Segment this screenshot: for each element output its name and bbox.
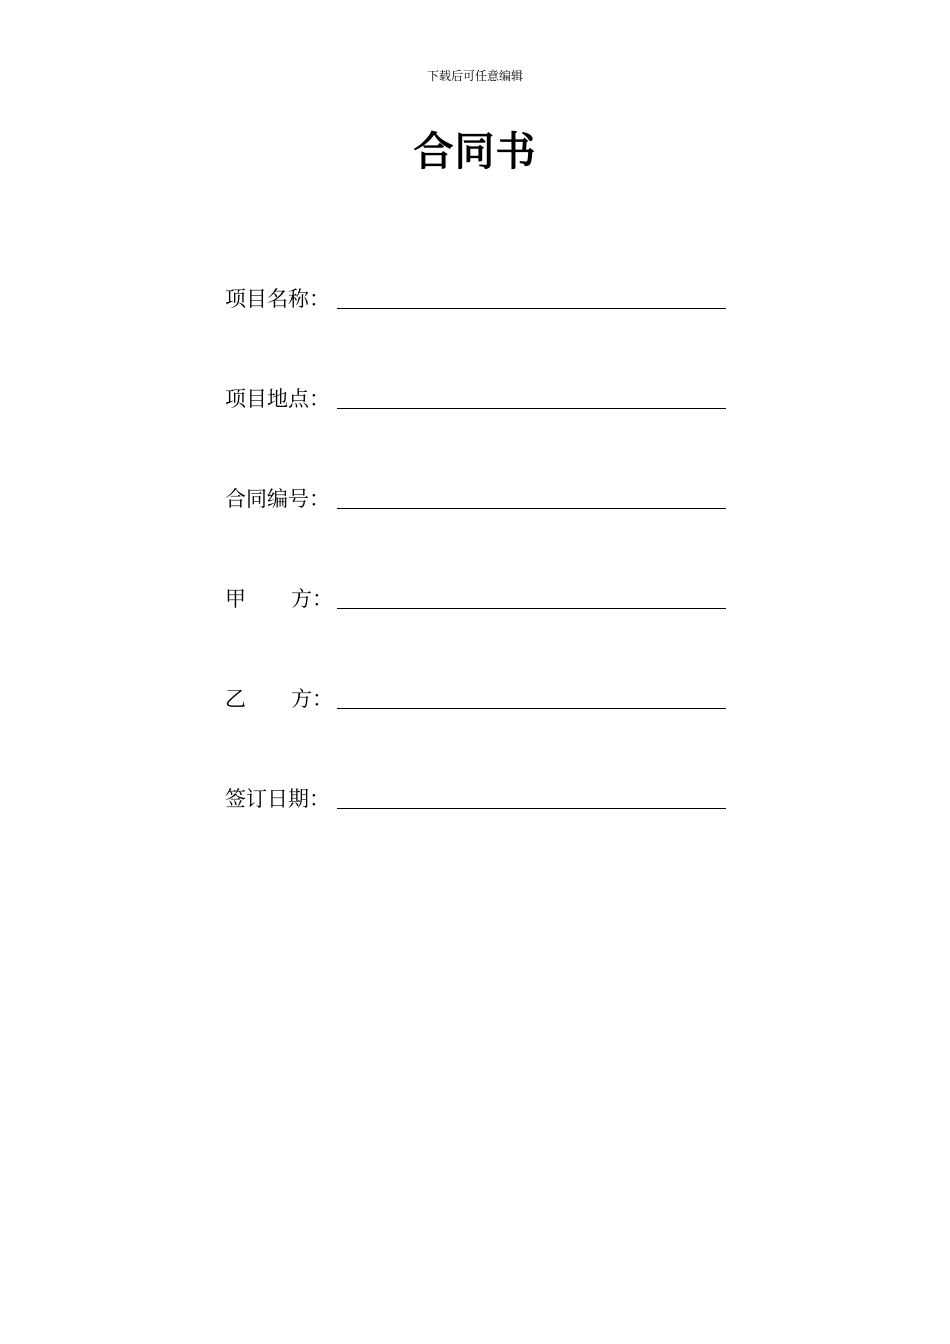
signing-date-blank[interactable] [337, 808, 726, 809]
field-project-name [225, 285, 726, 315]
party-b-blank[interactable] [337, 708, 726, 709]
party-a-blank[interactable] [337, 608, 726, 609]
project-name-label: 项目名称： [225, 287, 330, 311]
party-a-label-char: 甲 [225, 587, 246, 611]
party-b-label-char: 乙 [225, 687, 246, 711]
party-b-label-suffix: 方： [291, 687, 333, 711]
header-note: 下载后可任意编辑 [426, 69, 523, 83]
contract-number-label: 合同编号： [225, 487, 330, 511]
contract-number-blank[interactable] [337, 508, 726, 509]
project-location-blank[interactable] [337, 408, 726, 409]
field-project-location [225, 385, 726, 415]
field-contract-number [225, 485, 726, 515]
party-a-label-suffix: 方： [291, 587, 333, 611]
document-title: 合同书 [413, 128, 537, 175]
signing-date-label: 签订日期： [225, 787, 330, 811]
project-location-label: 项目地点： [225, 387, 330, 411]
project-name-blank[interactable] [337, 308, 726, 309]
field-party-b [225, 685, 726, 715]
field-signing-date [225, 785, 726, 815]
field-party-a [225, 585, 726, 615]
